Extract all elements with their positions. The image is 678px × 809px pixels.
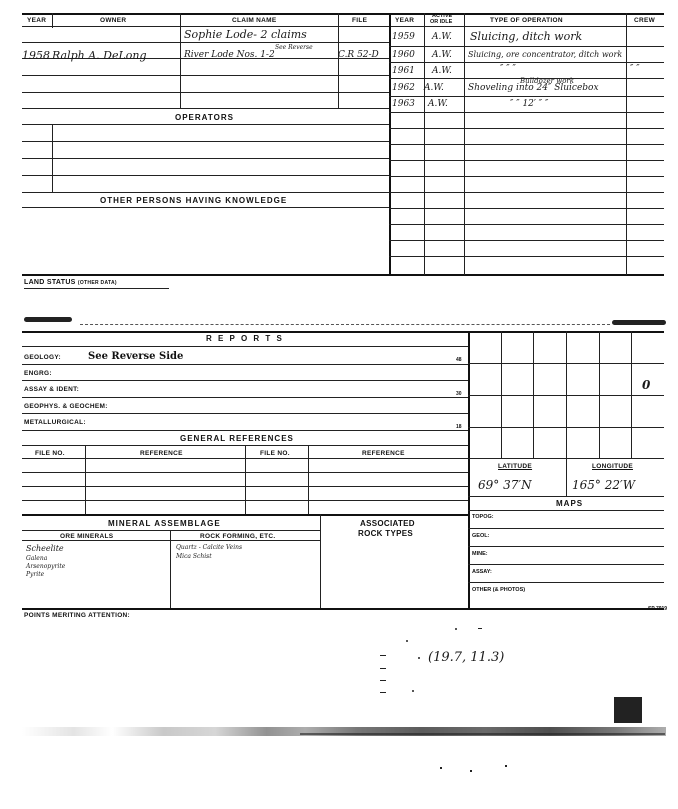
list-item: Quartz - Calcite Veins — [176, 544, 243, 551]
activity-type: ″ ″ 12′ ″ ″ — [510, 99, 549, 109]
rock-forming-header: ROCK FORMING, ETC. — [200, 533, 276, 540]
file-no-header: FILE NO. — [35, 450, 65, 457]
longitude-value: 165° 22′W — [572, 478, 636, 492]
claim-file: C.R 52-D — [338, 50, 379, 60]
activity-year: 1962 — [392, 83, 415, 93]
scan-mark — [24, 317, 72, 322]
associated-header-1: ASSOCIATED — [360, 519, 415, 528]
associated-header-2: ROCK TYPES — [358, 529, 414, 538]
coordinate-note: (19.7, 11.3) — [428, 650, 505, 665]
activity-type: Sluicing, ore concentrator, ditch work — [468, 50, 623, 59]
activity-year-header: YEAR — [395, 17, 415, 24]
fold-line — [80, 324, 610, 325]
file-header: FILE — [352, 17, 368, 24]
activity-status: A.W. — [432, 66, 452, 76]
operators-title: OPERATORS — [175, 113, 234, 122]
form-code: SP 7919 — [648, 606, 668, 612]
type-of-operation-header: TYPE OF OPERATION — [490, 17, 563, 24]
geology-value: See Reverse Side — [88, 351, 184, 362]
maps-topog: TOPOG: — [472, 514, 494, 520]
activity-year: 1959 — [392, 32, 415, 42]
reference-header-2: REFERENCE — [362, 450, 405, 457]
year-header: YEAR — [27, 17, 47, 24]
maps-title: MAPS — [556, 499, 584, 508]
maps-geol: GEOL: — [472, 533, 490, 539]
maps-mine: MINE: — [472, 551, 488, 557]
activity-status: A.W. — [432, 32, 452, 42]
mineral-assemblage-title: MINERAL ASSEMBLAGE — [108, 519, 221, 528]
list-item: Arsenopyrite — [26, 563, 66, 570]
general-references-title: GENERAL REFERENCES — [180, 434, 294, 443]
activity-status: A.W. — [428, 99, 448, 109]
ore-minerals-header: ORE MINERALS — [60, 533, 114, 540]
longitude-label: LONGITUDE — [592, 463, 633, 470]
grid-mark: 0 — [642, 378, 651, 392]
latitude-value: 69° 37′N — [478, 478, 532, 492]
land-status-label — [24, 279, 117, 286]
geophys-label: GEOPHYS. & GEOCHEM: — [24, 403, 108, 410]
geology-label: GEOLOGY: — [24, 354, 61, 361]
maps-other: OTHER (& PHOTOS) — [472, 587, 526, 593]
knowledge-title: OTHER PERSONS HAVING KNOWLEDGE — [100, 196, 288, 205]
claim-owner: Ralph A. DeLong — [52, 49, 147, 62]
activity-crew: ″ ″ — [630, 64, 640, 74]
activity-status: A.W. — [424, 83, 444, 93]
claim-year: 1958 — [22, 49, 50, 62]
claim-name-header: CLAIM NAME — [232, 17, 277, 24]
list-item: Pyrite — [26, 571, 45, 578]
list-item: Mica Schist — [176, 553, 212, 560]
activity-year: 1963 — [392, 99, 415, 109]
list-item: Galena — [26, 555, 48, 562]
activity-type: ″ ″ ″ — [500, 64, 516, 74]
crew-header: CREW — [634, 17, 656, 24]
tick-18: 18 — [456, 424, 462, 430]
tick-48: 48 — [456, 357, 462, 363]
assay-label: ASSAY & IDENT: — [24, 386, 80, 393]
list-item: Scheelite — [26, 544, 64, 553]
active-idle-header-2: OR IDLE — [430, 19, 453, 25]
see-reverse-note: See Reverse — [275, 44, 313, 51]
activity-type: Sluicing, ditch work — [470, 30, 583, 43]
maps-assay: ASSAY: — [472, 569, 492, 575]
tick-30: 30 — [456, 391, 462, 397]
reference-header: REFERENCE — [140, 450, 183, 457]
points-meriting-attention: POINTS MERITING ATTENTION: — [24, 612, 131, 619]
activity-year: 1960 — [392, 50, 415, 60]
reports-title: R E P O R T S — [206, 334, 284, 343]
land-status-title: LAND STATUS — [24, 279, 76, 286]
file-no-header-2: FILE NO. — [260, 450, 290, 457]
activity-type-note: Bulldozer work — [520, 77, 575, 85]
engrg-label: ENGRG: — [24, 370, 52, 377]
latitude-label: LATITUDE — [498, 463, 533, 470]
scan-mark — [612, 320, 666, 325]
land-status-sub: (OTHER DATA) — [77, 280, 117, 286]
active-idle-header-1: ACTIVE — [432, 13, 453, 19]
activity-year: 1961 — [392, 66, 415, 76]
owner-header: OWNER — [100, 17, 127, 24]
registration-mark — [614, 697, 642, 723]
claim-title: Sophie Lode- 2 claims — [184, 28, 307, 41]
activity-status: A.W. — [432, 50, 452, 60]
metallurgical-label: METALLURGICAL: — [24, 419, 86, 426]
claim-name: River Lode Nos. 1-2 — [184, 50, 275, 60]
activity-type: Shoveling into 24″ Sluicebox — [468, 83, 599, 93]
